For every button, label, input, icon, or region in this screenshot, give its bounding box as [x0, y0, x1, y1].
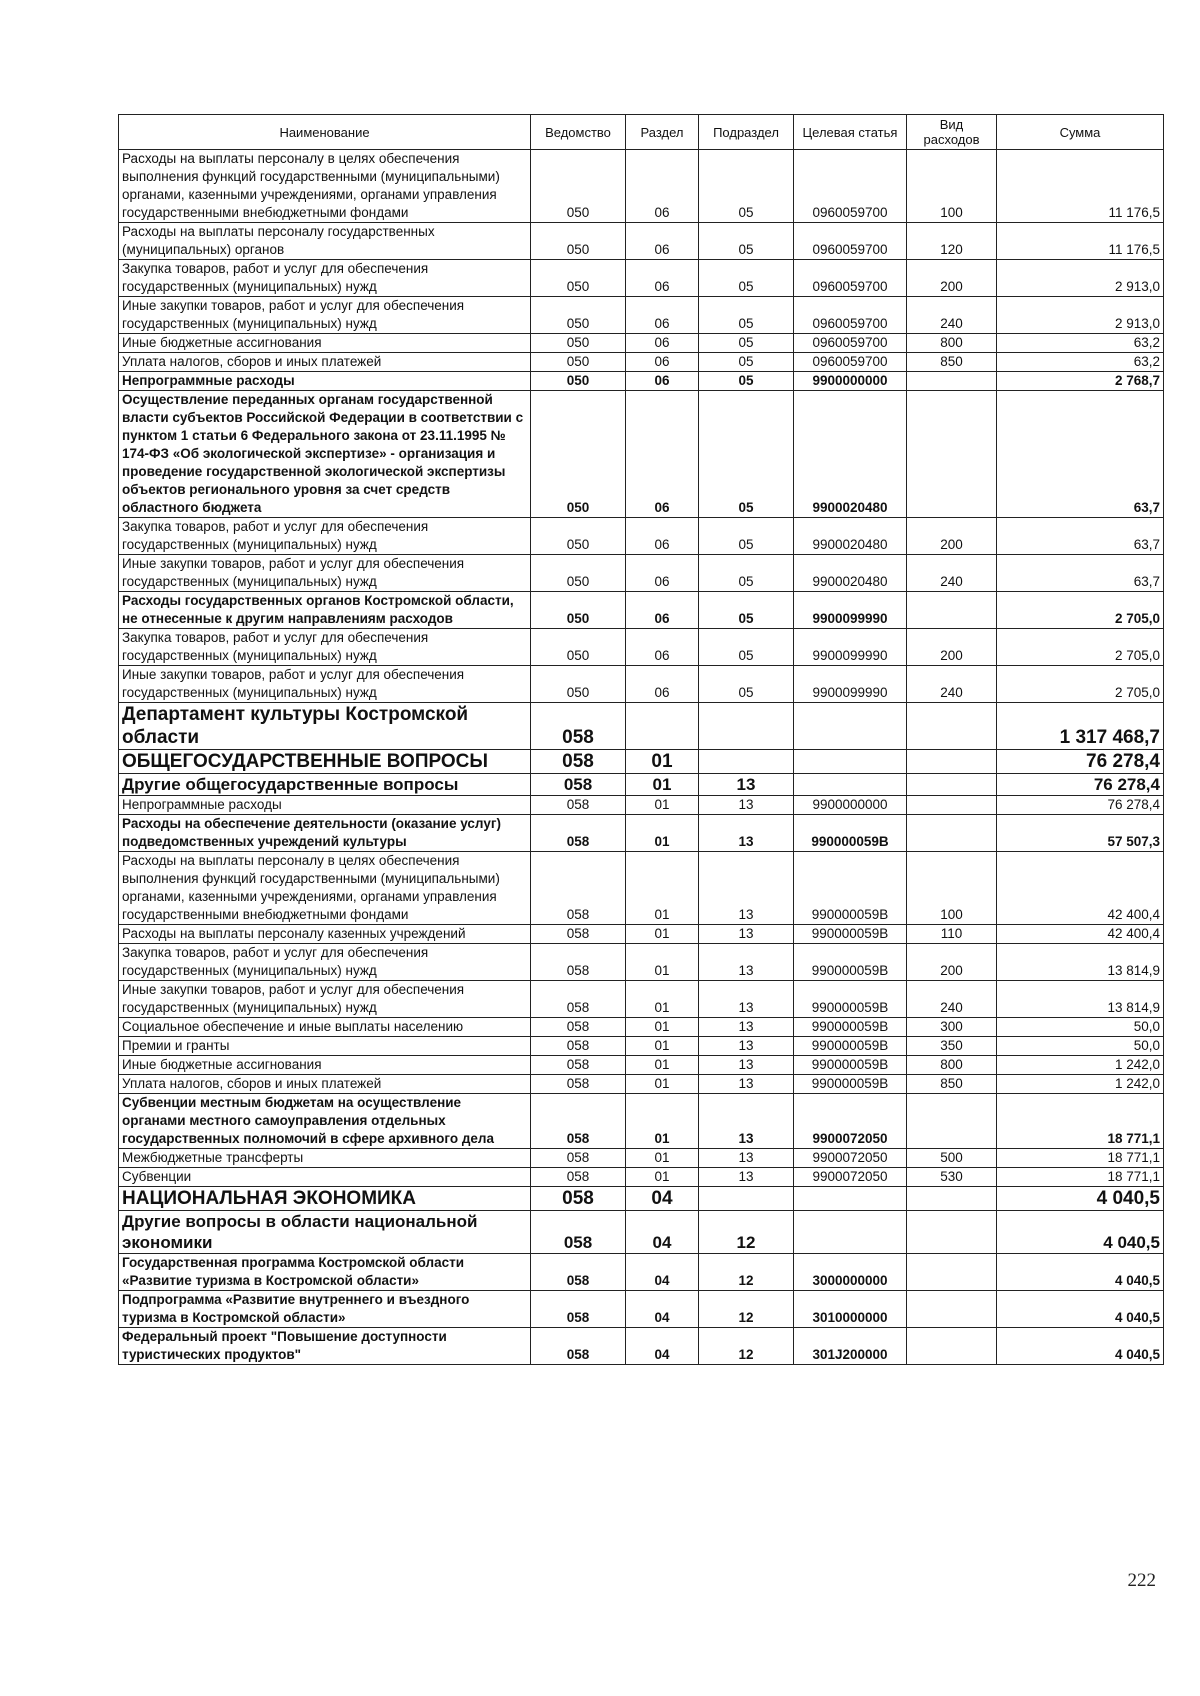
- row-sum: 4 040,5: [997, 1254, 1164, 1291]
- row-sum: 2 768,7: [997, 372, 1164, 391]
- row-razdel: 06: [626, 518, 699, 555]
- row-vr: [907, 1291, 997, 1328]
- row-vr: 120: [907, 223, 997, 260]
- row-name: Закупка товаров, работ и услуг для обеспечения государственных (муниципальных) нужд: [119, 260, 531, 297]
- table-row: [119, 629, 1164, 666]
- row-podrazdel: 05: [699, 223, 794, 260]
- row-sum: 76 278,4: [997, 774, 1164, 796]
- row-razdel: 01: [626, 1018, 699, 1037]
- row-ved: 058: [531, 750, 626, 774]
- row-podrazdel: 05: [699, 592, 794, 629]
- row-name: Закупка товаров, работ и услуг для обеспечения государственных (муниципальных) нужд: [119, 518, 531, 555]
- row-vr: 100: [907, 852, 997, 925]
- table-row: [119, 391, 1164, 518]
- row-vr: 200: [907, 518, 997, 555]
- row-ved: 050: [531, 353, 626, 372]
- table-body: [119, 150, 1164, 1365]
- table-row: [119, 1018, 1164, 1037]
- row-podrazdel: 05: [699, 353, 794, 372]
- row-cs: 990000059В: [794, 981, 907, 1018]
- row-name: Межбюджетные трансферты: [119, 1149, 531, 1168]
- row-name: Непрограммные расходы: [119, 372, 531, 391]
- table-row: [119, 1075, 1164, 1094]
- row-ved: 058: [531, 1187, 626, 1211]
- row-podrazdel: 13: [699, 1094, 794, 1149]
- row-name: Уплата налогов, сборов и иных платежей: [119, 353, 531, 372]
- row-name: Государственная программа Костромской области «Развитие туризма в Костромской области»: [119, 1254, 531, 1291]
- table-row: [119, 666, 1164, 703]
- row-sum: 13 814,9: [997, 944, 1164, 981]
- row-podrazdel: 13: [699, 1168, 794, 1187]
- row-vr: 300: [907, 1018, 997, 1037]
- row-cs: 9900000000: [794, 796, 907, 815]
- table-row: [119, 1168, 1164, 1187]
- row-cs: [794, 703, 907, 750]
- row-vr: [907, 1211, 997, 1254]
- row-name: НАЦИОНАЛЬНАЯ ЭКОНОМИКА: [119, 1187, 531, 1211]
- row-ved: 058: [531, 1056, 626, 1075]
- table-row: [119, 815, 1164, 852]
- row-razdel: 06: [626, 372, 699, 391]
- row-cs: 3000000000: [794, 1254, 907, 1291]
- row-sum: 2 705,0: [997, 592, 1164, 629]
- table-row: [119, 223, 1164, 260]
- row-vr: [907, 703, 997, 750]
- row-name: Расходы на обеспечение деятельности (оказание услуг) подведомственных учреждений культуры: [119, 815, 531, 852]
- row-ved: 058: [531, 925, 626, 944]
- row-sum: 18 771,1: [997, 1168, 1164, 1187]
- table-row: [119, 1254, 1164, 1291]
- row-ved: 058: [531, 1037, 626, 1056]
- row-cs: 990000059В: [794, 925, 907, 944]
- row-vr: [907, 1328, 997, 1365]
- row-cs: 3010000000: [794, 1291, 907, 1328]
- row-cs: 990000059В: [794, 1018, 907, 1037]
- row-ved: 050: [531, 592, 626, 629]
- row-podrazdel: 05: [699, 260, 794, 297]
- table-row: [119, 1094, 1164, 1149]
- row-razdel: 01: [626, 1056, 699, 1075]
- table-row: [119, 1037, 1164, 1056]
- row-sum: 50,0: [997, 1037, 1164, 1056]
- row-name: Другие общегосударственные вопросы: [119, 774, 531, 796]
- page-number: 222: [1127, 1570, 1156, 1591]
- row-vr: 850: [907, 1075, 997, 1094]
- row-sum: 63,7: [997, 391, 1164, 518]
- row-ved: 058: [531, 774, 626, 796]
- row-podrazdel: 13: [699, 774, 794, 796]
- header-razdel: Раздел: [626, 115, 699, 150]
- row-razdel: 06: [626, 297, 699, 334]
- row-razdel: 06: [626, 629, 699, 666]
- header-cs: Целевая статья: [794, 115, 907, 150]
- table-row: [119, 944, 1164, 981]
- row-podrazdel: 13: [699, 815, 794, 852]
- table-row: [119, 703, 1164, 750]
- row-ved: 050: [531, 555, 626, 592]
- row-razdel: 01: [626, 925, 699, 944]
- row-ved: 050: [531, 334, 626, 353]
- row-name: Иные бюджетные ассигнования: [119, 334, 531, 353]
- row-razdel: 06: [626, 334, 699, 353]
- row-cs: 9900020480: [794, 391, 907, 518]
- row-sum: 11 176,5: [997, 223, 1164, 260]
- row-podrazdel: 05: [699, 555, 794, 592]
- table-row: [119, 981, 1164, 1018]
- row-podrazdel: [699, 1187, 794, 1211]
- row-sum: 4 040,5: [997, 1328, 1164, 1365]
- row-razdel: 01: [626, 1149, 699, 1168]
- row-cs: 9900099990: [794, 666, 907, 703]
- row-razdel: 04: [626, 1328, 699, 1365]
- row-sum: 42 400,4: [997, 925, 1164, 944]
- row-razdel: 04: [626, 1254, 699, 1291]
- table-header-row: [119, 115, 1164, 150]
- table-row: [119, 1056, 1164, 1075]
- row-razdel: 06: [626, 666, 699, 703]
- row-cs: 9900020480: [794, 518, 907, 555]
- row-podrazdel: 05: [699, 666, 794, 703]
- row-name: Закупка товаров, работ и услуг для обеспечения государственных (муниципальных) нужд: [119, 629, 531, 666]
- row-sum: 76 278,4: [997, 750, 1164, 774]
- row-cs: 990000059В: [794, 1075, 907, 1094]
- row-sum: 18 771,1: [997, 1094, 1164, 1149]
- row-cs: 9900072050: [794, 1094, 907, 1149]
- row-ved: 050: [531, 518, 626, 555]
- table-row: [119, 750, 1164, 774]
- row-vr: 850: [907, 353, 997, 372]
- row-cs: 990000059В: [794, 852, 907, 925]
- row-cs: 990000059В: [794, 1056, 907, 1075]
- row-podrazdel: 12: [699, 1254, 794, 1291]
- row-razdel: 01: [626, 774, 699, 796]
- row-podrazdel: 05: [699, 334, 794, 353]
- row-cs: 0960059700: [794, 353, 907, 372]
- row-podrazdel: 12: [699, 1291, 794, 1328]
- row-sum: 18 771,1: [997, 1149, 1164, 1168]
- row-podrazdel: 13: [699, 852, 794, 925]
- row-sum: 63,7: [997, 518, 1164, 555]
- row-cs: 301J200000: [794, 1328, 907, 1365]
- row-name: Иные закупки товаров, работ и услуг для обеспечения государственных (муниципальных) нужд: [119, 666, 531, 703]
- row-podrazdel: 13: [699, 1037, 794, 1056]
- row-razdel: 06: [626, 555, 699, 592]
- row-razdel: 01: [626, 1094, 699, 1149]
- row-vr: 530: [907, 1168, 997, 1187]
- row-podrazdel: 05: [699, 150, 794, 223]
- row-name: Расходы на выплаты персоналу в целях обеспечения выполнения функций государственными (муниципальными) органами, казенными учреждениями, органами управления государственными внебюджетными фондами: [119, 150, 531, 223]
- row-ved: 050: [531, 223, 626, 260]
- row-cs: 990000059В: [794, 815, 907, 852]
- table-row: [119, 518, 1164, 555]
- row-razdel: 06: [626, 260, 699, 297]
- row-name: Расходы на выплаты персоналу государственных (муниципальных) органов: [119, 223, 531, 260]
- row-podrazdel: 05: [699, 629, 794, 666]
- table-row: [119, 796, 1164, 815]
- row-ved: 058: [531, 1018, 626, 1037]
- row-vr: 800: [907, 334, 997, 353]
- row-cs: 9900099990: [794, 592, 907, 629]
- row-ved: 058: [531, 981, 626, 1018]
- row-sum: 4 040,5: [997, 1291, 1164, 1328]
- row-cs: 9900072050: [794, 1168, 907, 1187]
- row-name: Социальное обеспечение и иные выплаты населению: [119, 1018, 531, 1037]
- row-razdel: 01: [626, 944, 699, 981]
- row-vr: 200: [907, 944, 997, 981]
- row-ved: 050: [531, 391, 626, 518]
- row-cs: [794, 750, 907, 774]
- row-vr: [907, 796, 997, 815]
- row-razdel: 01: [626, 981, 699, 1018]
- row-name: Субвенции местным бюджетам на осуществление органами местного самоуправления отдельных государственных полномочий в сфере архивного дела: [119, 1094, 531, 1149]
- row-vr: [907, 1187, 997, 1211]
- row-name: Федеральный проект "Повышение доступности туристических продуктов": [119, 1328, 531, 1365]
- row-sum: 1 242,0: [997, 1056, 1164, 1075]
- row-cs: [794, 774, 907, 796]
- table-row: [119, 592, 1164, 629]
- row-vr: 100: [907, 150, 997, 223]
- table-row: [119, 353, 1164, 372]
- row-name: Расходы на выплаты персоналу в целях обеспечения выполнения функций государственными (муниципальными) органами, казенными учреждениями, органами управления государственными внебюджетными фондами: [119, 852, 531, 925]
- row-ved: 058: [531, 1328, 626, 1365]
- row-ved: 050: [531, 260, 626, 297]
- row-razdel: 01: [626, 1168, 699, 1187]
- table-row: [119, 297, 1164, 334]
- row-ved: 050: [531, 297, 626, 334]
- row-podrazdel: 05: [699, 391, 794, 518]
- row-name: Иные закупки товаров, работ и услуг для обеспечения государственных (муниципальных) нужд: [119, 981, 531, 1018]
- row-vr: [907, 372, 997, 391]
- header-name: Наименование: [119, 115, 531, 150]
- row-cs: 9900099990: [794, 629, 907, 666]
- row-ved: 058: [531, 703, 626, 750]
- row-sum: 1 242,0: [997, 1075, 1164, 1094]
- row-ved: 058: [531, 944, 626, 981]
- row-name: Расходы государственных органов Костромской области, не отнесенные к другим направлениям расходов: [119, 592, 531, 629]
- row-name: Иные бюджетные ассигнования: [119, 1056, 531, 1075]
- row-razdel: 06: [626, 223, 699, 260]
- row-razdel: 01: [626, 1075, 699, 1094]
- header-podrazdel: Подраздел: [699, 115, 794, 150]
- row-podrazdel: 05: [699, 297, 794, 334]
- row-vr: 240: [907, 297, 997, 334]
- row-vr: 240: [907, 555, 997, 592]
- row-razdel: 06: [626, 353, 699, 372]
- row-razdel: [626, 703, 699, 750]
- row-sum: 76 278,4: [997, 796, 1164, 815]
- row-podrazdel: 05: [699, 372, 794, 391]
- row-ved: 058: [531, 1075, 626, 1094]
- row-ved: 050: [531, 150, 626, 223]
- table-row: [119, 852, 1164, 925]
- row-razdel: 04: [626, 1187, 699, 1211]
- row-ved: 058: [531, 815, 626, 852]
- row-name: Субвенции: [119, 1168, 531, 1187]
- row-vr: 500: [907, 1149, 997, 1168]
- row-sum: 2 913,0: [997, 260, 1164, 297]
- row-vr: [907, 774, 997, 796]
- row-sum: 11 176,5: [997, 150, 1164, 223]
- row-cs: 990000059В: [794, 1037, 907, 1056]
- row-name: Непрограммные расходы: [119, 796, 531, 815]
- header-ved: Ведомство: [531, 115, 626, 150]
- table-row: [119, 260, 1164, 297]
- row-sum: 2 913,0: [997, 297, 1164, 334]
- row-sum: 2 705,0: [997, 629, 1164, 666]
- table-row: [119, 1187, 1164, 1211]
- row-vr: 200: [907, 260, 997, 297]
- row-sum: 1 317 468,7: [997, 703, 1164, 750]
- row-podrazdel: 13: [699, 1018, 794, 1037]
- row-vr: 240: [907, 981, 997, 1018]
- row-podrazdel: 13: [699, 981, 794, 1018]
- row-ved: 058: [531, 1291, 626, 1328]
- table-row: [119, 774, 1164, 796]
- row-ved: 058: [531, 1211, 626, 1254]
- row-name: Закупка товаров, работ и услуг для обеспечения государственных (муниципальных) нужд: [119, 944, 531, 981]
- row-sum: 63,2: [997, 353, 1164, 372]
- row-vr: [907, 750, 997, 774]
- row-name: Премии и гранты: [119, 1037, 531, 1056]
- row-cs: 0960059700: [794, 297, 907, 334]
- row-cs: 0960059700: [794, 260, 907, 297]
- row-cs: [794, 1187, 907, 1211]
- row-podrazdel: 13: [699, 1075, 794, 1094]
- table-row: [119, 1328, 1164, 1365]
- row-razdel: 01: [626, 750, 699, 774]
- row-sum: 63,7: [997, 555, 1164, 592]
- row-podrazdel: [699, 703, 794, 750]
- row-vr: 200: [907, 629, 997, 666]
- row-vr: [907, 815, 997, 852]
- row-cs: [794, 1211, 907, 1254]
- row-razdel: 06: [626, 592, 699, 629]
- row-razdel: 04: [626, 1291, 699, 1328]
- row-name: Департамент культуры Костромской области: [119, 703, 531, 750]
- row-vr: 350: [907, 1037, 997, 1056]
- row-name: Иные закупки товаров, работ и услуг для обеспечения государственных (муниципальных) нужд: [119, 555, 531, 592]
- row-razdel: 01: [626, 815, 699, 852]
- row-name: Осуществление переданных органам государственной власти субъектов Российской Федерации в соответствии с пунктом 1 статьи 6 Федерального закона от 23.11.1995 № 174-ФЗ «Об экологической экспертизе» - организация и проведение государственной экологической экспертизы объектов регионального уровня за счет средств областного бюджета: [119, 391, 531, 518]
- row-podrazdel: 05: [699, 518, 794, 555]
- row-podrazdel: 12: [699, 1211, 794, 1254]
- row-podrazdel: 13: [699, 1149, 794, 1168]
- row-razdel: 01: [626, 852, 699, 925]
- row-ved: 058: [531, 1168, 626, 1187]
- row-podrazdel: 13: [699, 796, 794, 815]
- row-vr: [907, 1254, 997, 1291]
- row-sum: 42 400,4: [997, 852, 1164, 925]
- table-row: [119, 1291, 1164, 1328]
- row-podrazdel: 12: [699, 1328, 794, 1365]
- row-cs: 9900072050: [794, 1149, 907, 1168]
- row-vr: [907, 391, 997, 518]
- row-cs: 0960059700: [794, 150, 907, 223]
- row-vr: 240: [907, 666, 997, 703]
- row-vr: 800: [907, 1056, 997, 1075]
- row-sum: 63,2: [997, 334, 1164, 353]
- row-name: Расходы на выплаты персоналу казенных учреждений: [119, 925, 531, 944]
- row-ved: 058: [531, 852, 626, 925]
- row-ved: 058: [531, 1149, 626, 1168]
- table-row: [119, 372, 1164, 391]
- header-vr: Вид расходов: [907, 115, 997, 150]
- row-razdel: 01: [626, 1037, 699, 1056]
- row-sum: 13 814,9: [997, 981, 1164, 1018]
- table-row: [119, 1149, 1164, 1168]
- row-name: Другие вопросы в области национальной экономики: [119, 1211, 531, 1254]
- row-cs: 0960059700: [794, 223, 907, 260]
- table-row: [119, 150, 1164, 223]
- row-ved: 050: [531, 372, 626, 391]
- row-cs: 9900020480: [794, 555, 907, 592]
- row-vr: 110: [907, 925, 997, 944]
- table-row: [119, 555, 1164, 592]
- row-cs: 990000059В: [794, 944, 907, 981]
- header-sum: Сумма: [997, 115, 1164, 150]
- row-ved: 058: [531, 1254, 626, 1291]
- row-name: Подпрограмма «Развитие внутреннего и въездного туризма в Костромской области»: [119, 1291, 531, 1328]
- table-row: [119, 925, 1164, 944]
- row-razdel: 06: [626, 391, 699, 518]
- row-podrazdel: 13: [699, 1056, 794, 1075]
- row-ved: 058: [531, 796, 626, 815]
- row-name: Иные закупки товаров, работ и услуг для обеспечения государственных (муниципальных) нужд: [119, 297, 531, 334]
- row-name: Уплата налогов, сборов и иных платежей: [119, 1075, 531, 1094]
- row-ved: 058: [531, 1094, 626, 1149]
- row-razdel: 06: [626, 150, 699, 223]
- row-cs: 9900000000: [794, 372, 907, 391]
- row-sum: 50,0: [997, 1018, 1164, 1037]
- row-podrazdel: [699, 750, 794, 774]
- row-razdel: 04: [626, 1211, 699, 1254]
- row-sum: 57 507,3: [997, 815, 1164, 852]
- row-name: ОБЩЕГОСУДАРСТВЕННЫЕ ВОПРОСЫ: [119, 750, 531, 774]
- table-row: [119, 1211, 1164, 1254]
- row-razdel: 01: [626, 796, 699, 815]
- table-row: [119, 334, 1164, 353]
- budget-table: [118, 114, 1164, 1365]
- row-podrazdel: 13: [699, 925, 794, 944]
- row-sum: 4 040,5: [997, 1187, 1164, 1211]
- row-ved: 050: [531, 629, 626, 666]
- row-sum: 4 040,5: [997, 1211, 1164, 1254]
- row-ved: 050: [531, 666, 626, 703]
- row-podrazdel: 13: [699, 944, 794, 981]
- row-vr: [907, 592, 997, 629]
- row-vr: [907, 1094, 997, 1149]
- row-sum: 2 705,0: [997, 666, 1164, 703]
- row-cs: 0960059700: [794, 334, 907, 353]
